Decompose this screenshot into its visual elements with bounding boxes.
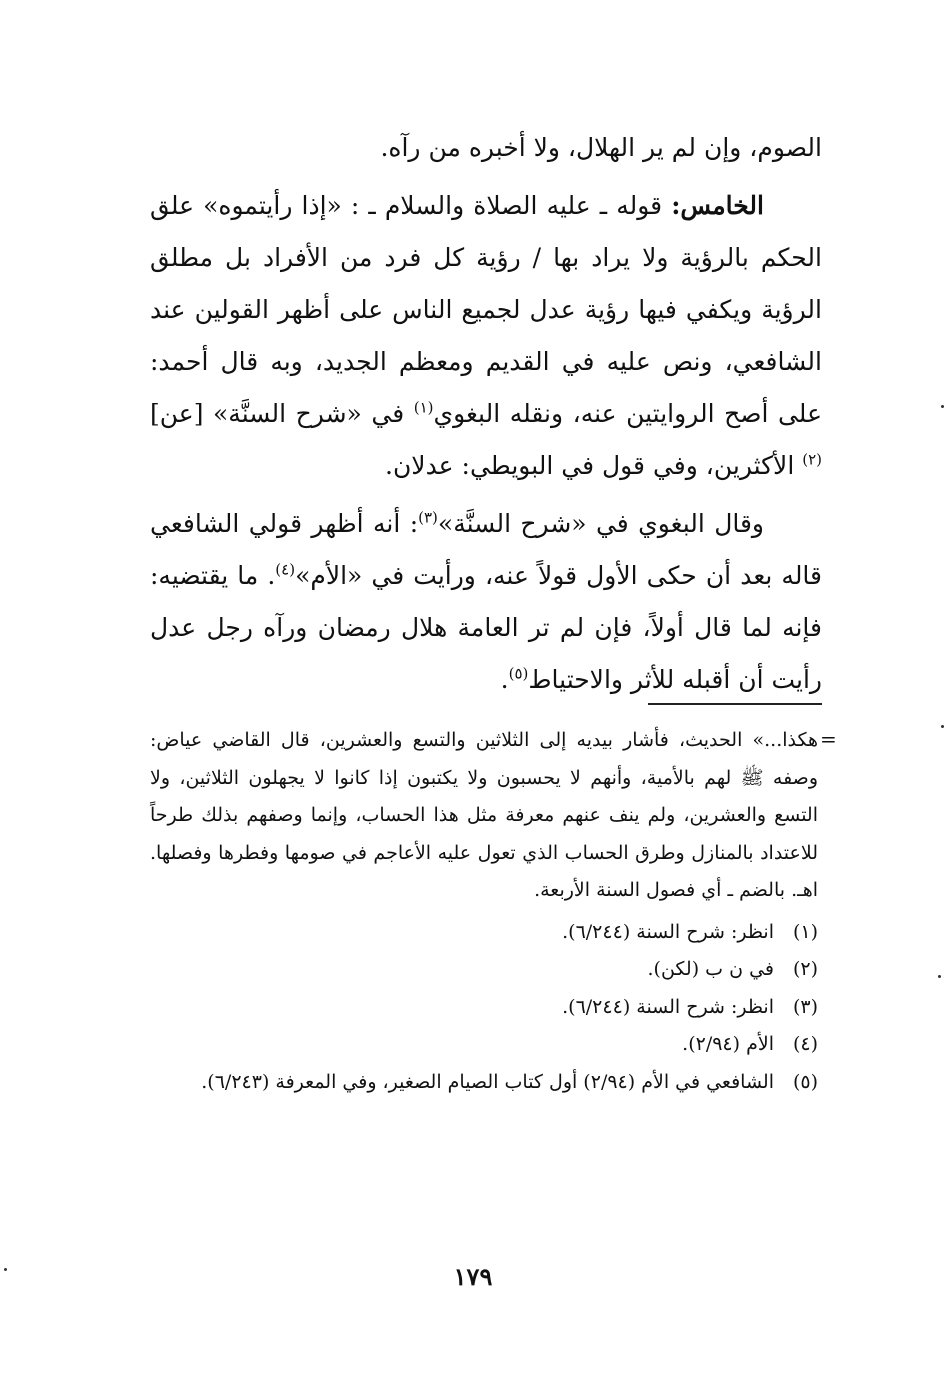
footnote-continuation-marker: =	[820, 727, 837, 751]
scan-speck	[938, 975, 941, 978]
footnote-ref-1: (١)	[413, 398, 434, 417]
footnote-number: (٤)	[792, 1033, 818, 1055]
footnote-text: انظر: شرح السنة (٦/٢٤٤).	[562, 920, 774, 943]
paragraph-3-text-a: وقال البغوي في «شرح السنَّة»	[437, 509, 764, 538]
footnote-text: الشافعي في الأم (٢/٩٤) أول كتاب الصيام الصغير، وفي المعرفة (٦/٢٤٣).	[201, 1070, 774, 1093]
footnote-2	[150, 951, 818, 989]
section-lead: الخامس:	[671, 191, 764, 220]
footnote-number: (٥)	[792, 1070, 818, 1093]
footnote-ref-5: (٥)	[508, 664, 529, 683]
footnote-1	[150, 914, 818, 952]
footnote-continuation: هكذا...» الحديث، فأشار بيديه إلى الثلاثين والتسع والعشرين، قال القاضي عياض: وصفه ﷺ لهم بالأمية، وأنهم لا يحسبون ولا يكتبون إذا كانوا لا يجهلون الثلاثين، ولا التسع والعشرين، ولم ينف عنهم معرفة مثل هذا الحساب، وإنما وصفهم بذلك طرحاً للاعتداد بالمنازل وطرق الحساب الذي تعول عليه الأعاجم في صومها وفطرها وفصلها. اهـ. بالضم ـ أي فصول السنة الأربعة.	[150, 729, 818, 901]
paragraph-2-text-a: قوله ـ عليه الصلاة والسلام ـ : «إذا رأيتموه» علق الحكم بالرؤية ولا يراد بها / رؤية كل فرد من الأفراد بل مطلق الرؤية ويكفي فيها رؤية عدل لجميع الناس على أظهر القولين عند الشافعي، ونص عليه في القديم ومعظم الجديد، وبه قال أحمد: على أصح الروايتين عنه، ونقله البغوي	[150, 191, 823, 428]
page-number: ١٧٩	[453, 1262, 493, 1291]
paragraph-1: الصوم، وإن لم ير الهلال، ولا أخبره من رآه.	[380, 133, 822, 162]
footnote-ref-2: (٢)	[802, 450, 822, 469]
paragraph-2-text-b: في «شرح السنَّة» [عن]	[150, 399, 414, 428]
footnote-number: (١)	[792, 920, 818, 943]
paragraph-2-text-c: الأكثرين، وفي قول في البويطي: عدلان.	[385, 451, 803, 480]
main-text	[150, 122, 822, 712]
footnote-number: (٢)	[792, 958, 818, 980]
paragraph-3	[150, 498, 822, 706]
footnote-ref-3: (٣)	[418, 508, 438, 527]
footnote-ref-4: (٤)	[275, 560, 296, 579]
footnote-3	[150, 989, 818, 1027]
paragraph-2	[150, 180, 822, 492]
paragraph-3-text-c: . ما يقتضيه: فإنه لما قال أولاً، فإن لم تر العامة هلال رمضان ورآه رجل عدل رأيت أن أقبله للأثر والاحتياط	[150, 561, 822, 694]
scan-speck	[941, 725, 944, 728]
footnote-text: الأم (٢/٩٤).	[682, 1033, 774, 1055]
scan-speck	[941, 405, 944, 408]
footnote-4	[150, 1026, 818, 1064]
paragraph-3-text-d: .	[500, 665, 509, 694]
footnotes	[150, 722, 818, 1101]
footnote-number: (٣)	[792, 995, 818, 1018]
paragraph-3-text-b: : أنه أظهر قولي الشافعي قاله بعد أن حكى الأول قولاً عنه، ورأيت في «الأم»	[150, 509, 822, 590]
footnote-divider	[648, 703, 822, 705]
footnote-5	[150, 1064, 818, 1102]
footnote-text: انظر: شرح السنة (٦/٢٤٤).	[562, 995, 774, 1018]
scan-speck	[4, 1268, 7, 1271]
footnote-text: في ن ب (لكن).	[647, 958, 774, 980]
